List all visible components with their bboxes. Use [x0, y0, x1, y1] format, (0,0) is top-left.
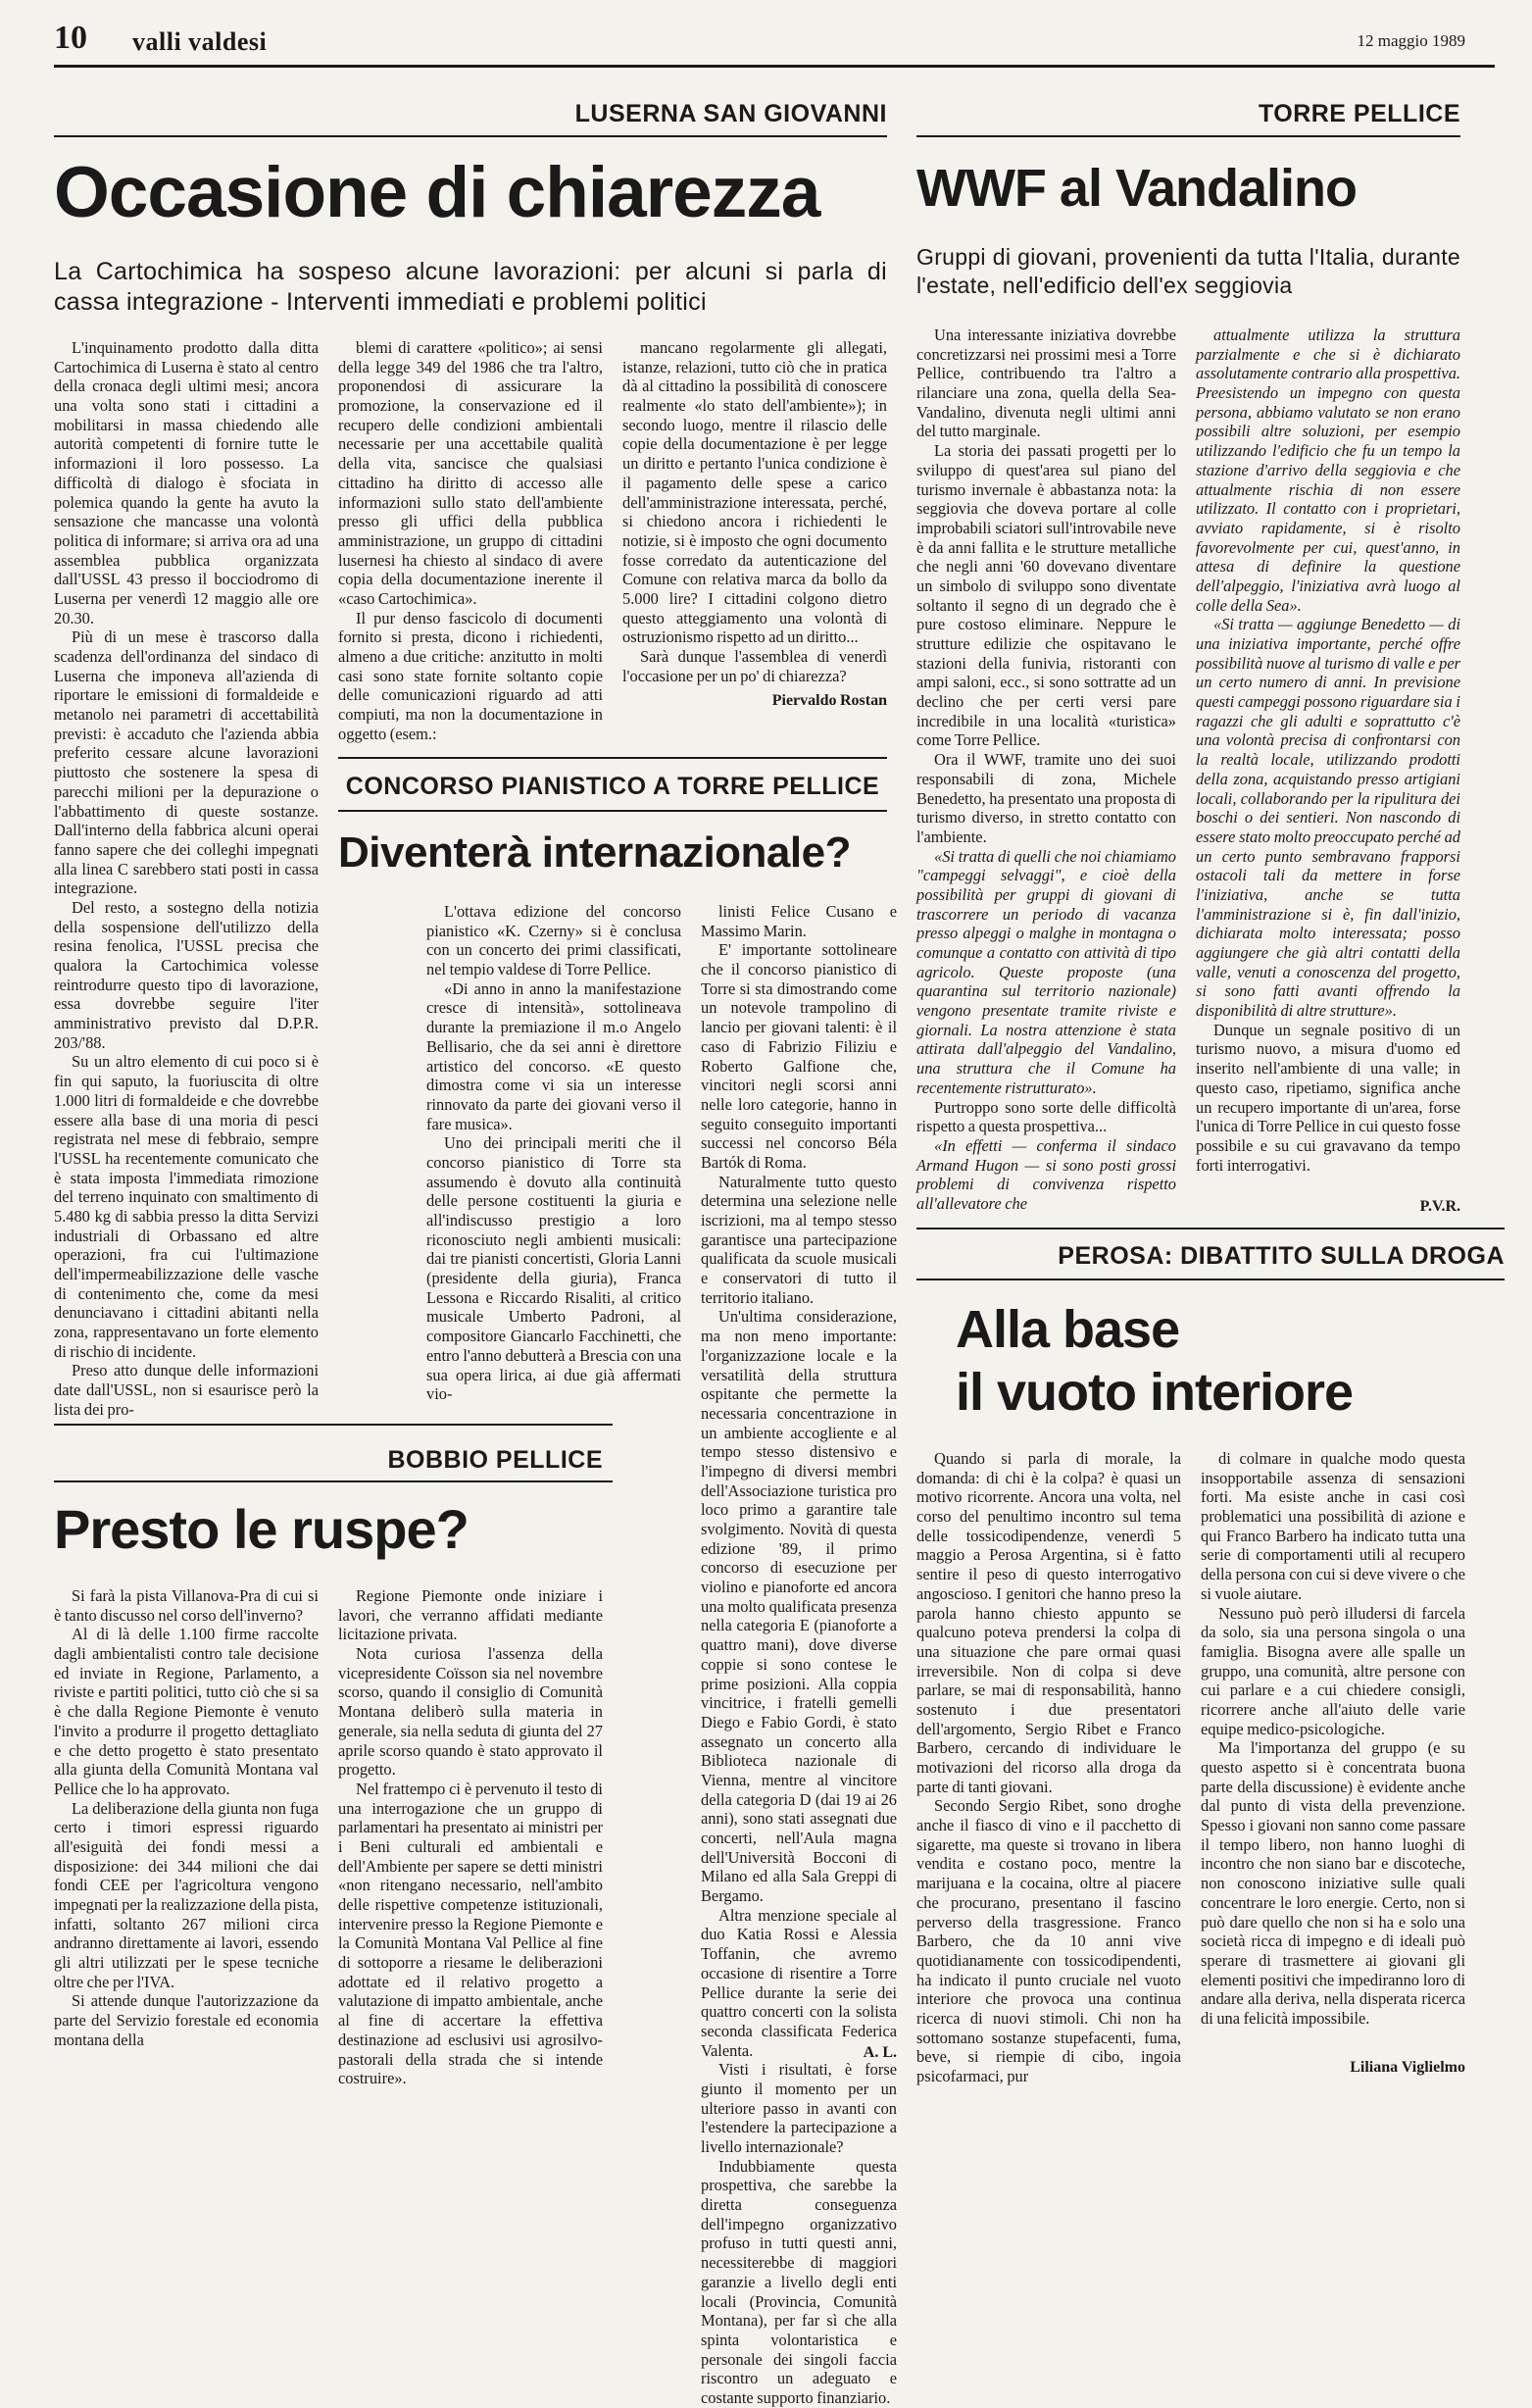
a2-headline: Diventerà internazionale? [338, 828, 851, 877]
a4-deck: Gruppi di giovani, provenienti da tutta l'Italia, durante l'estate, nell'edificio dell'ex seggiovia [916, 244, 1460, 298]
paragraph: di colmare in qualche modo questa insopportabile assenza di sensazioni forti. Ma esiste anche in casi così problematici una possibilità di azione e qui Franco Barbero ha indicato tutta una serie di comportamenti utili al recupero della persona con cui si deve vivere o che si vuole aiutare. [1201, 1449, 1465, 1603]
paragraph: Preso atto dunque delle informazioni date dall'USSL, non si esaurisce però la lista dei pro- [54, 1361, 319, 1419]
paragraph: Regione Piemonte onde iniziare i lavori, che verranno affidati mediante licitazione privata. [338, 1586, 603, 1644]
a4-kicker-rule [916, 135, 1460, 137]
a1-column-1 [54, 338, 319, 1419]
paragraph: E' importante sottolineare che il concorso pianistico di Torre si sta dimostrando come un notevole trampolino di lancio per giovani talenti: è il caso di Fabrizio Filiziu e Roberto Galfione che, vincitori negli scorsi anni nelle loro categorie, hanno in seguito conseguito importanti successi nel concorso Béla Bartók di Roma. [701, 940, 897, 1172]
a1-column-3 [622, 338, 887, 730]
a1-kicker-rule [54, 135, 887, 137]
paragraph: Ora il WWF, tramite uno dei suoi responsabili di zona, Michele Benedetto, ha presentato una proposta di turismo diverso, in stretto contatto con l'ambiente. [916, 750, 1176, 846]
paragraph: Visti i risultati, è forse giunto il momento per un ulteriore passo in avanti con l'estendere la partecipazione a livello internazionale? [701, 2060, 897, 2156]
a4-column-1 [916, 326, 1176, 1213]
paragraph: Su un altro elemento di cui poco si è fin qui saputo, la fuoriuscita di oltre 1.000 litri di formaldeide e che dovrebbe essere alla base di una moria di pesci registrata nel mese di febbraio, sempre l'USSL ha recentemente comunicato che è stata imposta l'immediata rimozione del terreno inquinato con smaltimento di 5.480 kg di sabbia presso la ditta Servizi industriali di Orbassano ed altre operazioni, fra cui l'ultimazione dell'impermeabilizzazione delle vasche di contenimento che, come da mesi denunciavano i cittadini abitanti nella zona, rappresentavano un forte elemento di rischio di incidente. [54, 1052, 319, 1361]
a5-column-1 [916, 1449, 1181, 2121]
paragraph: Quando si parla di morale, la domanda: di chi è la colpa? è quasi un motivo ricorrente. Ancora una volta, nel corso del penultimo incontro sul tema delle tossicodipendenze, venerdì 5 maggio a Perosa Argentina, si è fatto sentire il peso di questo interrogativo angoscioso. I genitori che hanno preso la parola hanno chiesto appunto se qualcuno poteva prendersi la colpa di una situazione che pare ormai quasi irreversibile. Non di colpa si deve parlare, se mai di responsabilità, hanno sostenuto i due presentatori dell'argomento, Sergio Ribet e Franco Barbero, cercando di individuare le motivazioni del ricorso alla droga da parte di tanti giovani. [916, 1449, 1181, 1796]
a2-kicker: CONCORSO PIANISTICO A TORRE PELLICE [345, 773, 880, 800]
paragraph: La storia dei passati progetti per lo sviluppo di quest'area sul piano del turismo invernale è abbastanza nota: la seggiovia che doveva portare al colle improbabili sciatori sull'introvabile neve è da anni fallita e le strutture metalliche che negli anni '60 dovevano diventare un simbolo di sviluppo sono diventate soltanto il segno di un degrado che è pure costoso eliminare. Neppure le strutture edilizie che ospitavano le stazioni della funivia, ristoranti con ampi saloni, ecc., si sono sottratte ad un declino che per certi versi pare incredibile in una località «turistica» come Torre Pellice. [916, 441, 1176, 750]
paragraph: Un'ultima considerazione, ma non meno importante: l'organizzazione locale e la versatilità della struttura ospitante che permette la necessaria concentrazione in un ambiente accogliente e al tempo stesso distensivo e l'impegno di diversi membri dell'Associazione turistica pro loco primo a garantire tale svolgimento. Novità di questa edizione '89, il primo concorso di esecuzione per violino e pianoforte ed ancora una molto qualificata presenza nella categoria E (pianoforte a quattro mani), dove diverse coppie si sono contese le prime posizioni. Alla coppia vincitrice, i fratelli gemelli Diego e Fabio Gordi, è stato assegnato un concerto alla Biblioteca nazionale di Vienna, mentre al vincitore della categoria D (dai 19 ai 26 anni), sono stati assegnati due concerti, nell'Aula magna dell'Università Bocconi di Milano ed alla Sala Greppi di Bergamo. [701, 1307, 897, 1906]
a4-signature: P.V.R. [1419, 1198, 1460, 1215]
a4-column-2 [1196, 326, 1460, 1188]
a3-kicker: BOBBIO PELLICE [387, 1446, 603, 1474]
a3-column-2 [338, 1586, 603, 2116]
paragraph: Del resto, a sostegno della notizia della sospensione dell'utilizzo della resina fenolica, l'USSL precisa che qualora la Cartochimica volesse reintrodurre questo tipo di lavorazione, essa dovrebbe seguire l'iter amministrativo previsto dal D.P.R. 203/'88. [54, 897, 319, 1052]
paragraph: Naturalmente tutto questo determina una selezione nelle iscrizioni, ma al tempo stesso garantisce una partecipazione qualificata da scuole musicali e conservatori di tutto il territorio italiano. [701, 1172, 897, 1307]
a2-signature: A. L. [863, 2044, 897, 2061]
a1-column-2 [338, 338, 603, 743]
paragraph: «Si tratta — aggiunge Benedetto — di una iniziativa importante, perché offre possibilità nuove al turismo di valle e per un certo numero di anni. In previsione questi campeggi possono riguardare sia i ragazzi che gli adulti e soprattutto c'è una volontà precisa di confrontarsi con la realtà locale, utilizzando prodotti della zona, acquistando presso artigiani locali, collaborando per la ripulitura dei boschi o dei sentieri. Non nascondo di essere stato molto preoccupato perché ad un certo punto sembravano frapporsi ostacoli tali da mettere in forse l'iniziativa, anche se tutta l'amministrazione si è, fin dall'inizio, dichiarata molto interessata; posso aggiungere che già altri contatti della valle, venuti a conoscenza del progetto, si sono fatti avanti offrendo la disponibilità di altre strutture». [1196, 615, 1460, 1021]
paragraph: blemi di carattere «politico»; ai sensi della legge 349 del 1986 che tra l'altro, proponendosi di assicurare la promozione, la conservazione ed il recupero delle condizioni ambientali necessarie per una accettabile qualità della vita, sancisce che qualsiasi cittadino ha diritto di accesso alle informazioni sullo stato dell'ambiente presso gli uffici della pubblica amministrazione, un gruppo di cittadini lusernesi ha chiesto al sindaco di avere copia della documentazione inerente il «caso Cartochimica». [338, 338, 603, 608]
a1-kicker: LUSERNA SAN GIOVANNI [574, 100, 887, 127]
issue-date: 12 maggio 1989 [1357, 31, 1465, 50]
a3-top-rule [54, 1424, 613, 1426]
paragraph: «Si tratta di quelli che noi chiamiamo "campeggi selvaggi", e cioè della possibilità per gruppi di giovani di trascorrere un periodo di vacanza presso alpeggi o malghe in montagna o comunque a contatto con attività di tipo agricolo. Queste proposte (una quarantina sul territorio nazionale) vengono presentate tramite riviste e giornali. La nostra attenzione è stata attirata dall'alpeggio del Vandalino, una struttura che il Comune ha recentemente ristrutturato». [916, 846, 1176, 1097]
a1-headline: Occasione di chiarezza [54, 153, 820, 232]
a3-column-1 [54, 1586, 319, 2116]
paragraph: Indubbiamente questa prospettiva, che sarebbe la diretta conseguenza dell'impegno organizzativo profuso in tutti questi anni, necessiterebbe di maggiori garanzie a livello degli enti locali (Provincia, Comunità Montana), per far sì che alla spinta volontaristica e personale dei singoli faccia riscontro un adeguato e costante supporto finanziario. [701, 2156, 897, 2407]
a5-kicker-rule [916, 1279, 1505, 1280]
paragraph: Sarà dunque l'assemblea di venerdì l'occasione per un po' di chiarezza? [622, 647, 887, 685]
paragraph: Una interessante iniziativa dovrebbe concretizzarsi nei prossimi mesi a Torre Pellice, contribuendo tra l'altro a rilanciare una zona, quella della Sea-Vandalino, divenuta negli ultimi anni del tutto marginale. [916, 326, 1176, 441]
a1-signature: Piervaldo Rostan [771, 692, 887, 710]
paragraph: Nel frattempo ci è pervenuto il testo di una interrogazione che un gruppo di parlamentari ha presentato ai ministri per i Beni culturali ed ambientali e dell'Ambiente per sapere se detti ministri «non ritengano necessario, nell'ambito delle rispettive competenze istituzionali, intervenire presso la Regione Piemonte e la Comunità Montana Val Pellice al fine di sottoporre a riesame le deliberazioni adottate ed il relativo progetto a valutazione di impatto ambientale, anche al fine di accertare la effettiva destinazione ad esclusivi usi agrosilvo-pastorali della strada che si intende costruire». [338, 1779, 603, 2088]
a4-headline: WWF al Vandalino [916, 159, 1358, 218]
paragraph: mancano regolarmente gli allegati, istanze, relazioni, tutto ciò che in pratica dà al cittadino la possibilità di conoscere realmente «lo stato dell'ambiente»); in secondo luogo, mentre il rilascio delle copie della documentazione è per legge un diritto e pertanto l'unica condizione è il pagamento delle spese a carico dell'amministrazione interessata, perché, si chiedono ancora i richiedenti le notizie, si è imposto che ogni documento fosse corredato da autenticazione del Comune con relativa marca da bollo da 5.000 lire? I cittadini colgono dietro questo atteggiamento una volontà di ostruzionismo rispetto ad un diritto... [622, 338, 887, 647]
a5-signature: Liliana Viglielmo [1350, 2059, 1465, 2076]
masthead [54, 18, 1465, 63]
a5-kicker: PEROSA: DIBATTITO SULLA DROGA [1058, 1242, 1505, 1270]
paragraph: Il pur denso fascicolo di documenti fornito si presta, dicono i richiedenti, almeno a due critiche: anzitutto in molti casi sono state fornite soltanto copie delle comunicazioni riguardo ad atti compiuti, ma non la documentazione in oggetto (esem.: [338, 608, 603, 743]
paragraph: Più di un mese è trascorso dalla scadenza dell'ordinanza del sindaco di Luserna che imponeva all'azienda di riportare le emissioni di formaldeide e metanolo nei parametri di accettabilità previsti: è accaduto che l'azienda abbia preferito cessare alcune lavorazioni piuttosto che sostenere la spesa di parecchi milioni per la depurazione o l'abbattimento di queste sostanze. Dall'interno della fabbrica alcuni operai fanno sapere che dei colleghi impegnati alla linea C sarebbero stati posti in cassa integrazione. [54, 627, 319, 898]
paragraph: Si attende dunque l'autorizzazione da parte del Servizio forestale ed economia montana della [54, 1991, 319, 2049]
a5-column-2 [1201, 1449, 1465, 2052]
paragraph: «In effetti — conferma il sindaco Armand Hugon — si sono posti grossi problemi di convivenza rispetto all'allevatore che [916, 1135, 1176, 1213]
paragraph: Secondo Sergio Ribet, sono droghe anche il fiasco di vino e il pacchetto di sigarette, ma queste si trovano in libera vendita e costano poco, mentre la marijuana e la cocaina, oltre al piacere che procurano, presentano il fascino perverso della trasgressione. Franco Barbero, che da 10 anni vive quotidianamente con tossicodipendenti, ha indicato il punto cruciale nel vuoto interiore che provoca una continua ricerca di nuovi stimoli. Chi non ha sottomano sostanze stupefacenti, fuma, beve, si riempie di cibo, ingoia psicofarmaci, pur [916, 1796, 1181, 2085]
a5-headline [956, 1299, 1505, 1424]
paragraph: attualmente utilizza la struttura parzialmente e che si è dichiarato assolutamente contrario alla prospettiva. Preesistendo un impegno con questa persona, abbiamo valutato se non erano possibili altre soluzioni, per esempio utilizzando l'edificio che fu un tempo la stazione d'arrivo della seggiovia e che attualmente rischia di non essere utilizzato. Il contatto con i proprietari, avviato rapidamente, si è risolto favorevolmente per cui, quest'anno, in attesa di definire la questione dell'alpeggio, l'iniziativa avrà luogo al colle della Sea». [1196, 326, 1460, 615]
paragraph: L'inquinamento prodotto dalla ditta Cartochimica di Luserna è stato al centro della cronaca degli ultimi mesi; ancora una volta sono stati i cittadini a mobilitarsi in massa chiedendo alle autorità competenti di fornire tutte le informazioni il loro possesso. La difficoltà di dialogo è sfociata in polemica quando la gente ha avuto la sensazione che mancasse una volontà politica di informare; si arriva ora ad una assemblea pubblica organizzata dall'USSL 43 presso il bocciodromo di Luserna per venerdì 12 maggio alle ore 20.30. [54, 338, 319, 627]
paragraph: Nessuno può però illudersi di farcela da solo, sia una persona singola o una famiglia. Bisogna avere alle spalle un gruppo, una comunità, altre persone con cui parlare e a cui chiedere consigli, ricorrere anche all'aiuto delle varie equipe medico-psicologiche. [1201, 1603, 1465, 1738]
a2-top-rule [338, 757, 887, 759]
a2-column-2 [701, 902, 897, 2407]
a5-top-rule [916, 1228, 1505, 1229]
paragraph: Purtroppo sono sorte delle difficoltà rispetto a questa prospettiva... [916, 1097, 1176, 1136]
a5-headline-line-1: Alla base [956, 1300, 1180, 1359]
paragraph: «Di anno in anno la manifestazione cresce di intensità», sottolineava durante la premiazione il m.o Angelo Bellisario, che da sei anni è direttore artistico del concorso. «E questo dimostra come vi sia un interesse rinnovato da parte dei giovani verso il fare musica». [426, 978, 681, 1133]
paragraph: Altra menzione speciale al duo Katia Rossi e Alessia Toffanin, che avremo occasione di risentire a Torre Pellice durante la serie dei quattro concerti con la solista seconda classificata Federica Valenta. [701, 1905, 897, 2060]
page-number: 10 [54, 20, 87, 56]
paragraph: Nota curiosa l'assenza della vicepresidente Coïsson sia nel novembre scorso, quando il consiglio di Comunità Montana deliberò sulla materia in generale, sia nella seduta di giunta del 27 aprile scorso quando è stato approvato il progetto. [338, 1644, 603, 1780]
a1-deck: La Cartochimica ha sospeso alcune lavorazioni: per alcuni si parla di cassa integrazione - Interventi immediati e problemi politici [54, 258, 887, 317]
a2-kicker-rule [338, 810, 887, 812]
a4-kicker: TORRE PELLICE [1258, 100, 1460, 127]
paragraph: Si farà la pista Villanova-Pra di cui si è tanto discusso nel corso dell'inverno? [54, 1586, 319, 1625]
a5-headline-line-2: il vuoto interiore [956, 1362, 1354, 1422]
masthead-rule [54, 65, 1495, 68]
paragraph: La deliberazione della giunta non fuga certo i timori espressi riguardo all'esiguità dei fondi messi a disposizione: dei 344 milioni che dai fondi CEE per l'agricoltura vengono impegnati per la realizzazione della pista, infatti, soltanto 267 milioni circa andranno direttamente ai lavori, essendo gli altri utilizzati per le spese tecniche oltre che per l'IVA. [54, 1798, 319, 1991]
paragraph: Ma l'importanza del gruppo (e su questo aspetto si è concentrata buona parte della discussione) è evidente anche dal punto di vista della prevenzione. Spesso i giovani non sanno come passare il tempo libero, non hanno luoghi di incontro che non siano bar e discoteche, non conoscono iniziative sulle quali concentrare le loro energie. Certo, non si può dare quello che non si ha e solo una società ricca di impegno e di ideali può sperare di trasmettere ai giovani gli elementi positivi che impediranno loro di andare alla deriva, nella disperata ricerca di una felicità impossibile. [1201, 1738, 1465, 2028]
paragraph: L'ottava edizione del concorso pianistico «K. Czerny» si è conclusa con un concerto dei primi classificati, nel tempio valdese di Torre Pellice. [426, 902, 681, 979]
a2-column-1 [426, 902, 681, 1412]
paragraph: Uno dei principali meriti che il concorso pianistico di Torre sta assumendo è dovuto alla continuità delle persone costituenti la giuria e all'indiscusso prestigio a loro riconosciuto negli ambienti musicali: dai tre pianisti concertisti, Gloria Lanni (presidente della giuria), Franca Lessona e Riccardo Risaliti, al critico musicale Umberto Padroni, al compositore Giancarlo Facchinetti, che entro l'anno debutterà a Brescia con una sua opera lirica, ai due già affermati vio- [426, 1133, 681, 1404]
a3-kicker-rule [54, 1480, 613, 1482]
paragraph: linisti Felice Cusano e Massimo Marin. [701, 902, 897, 940]
publication-name: valli valdesi [132, 27, 268, 56]
a3-headline: Presto le ruspe? [54, 1498, 469, 1560]
paragraph: Dunque un segnale positivo di un turismo nuovo, a misura d'uomo ed inserito nell'ambiente di una valle; in questo caso, ripetiamo, significa anche un recupero importante di un'area, forse l'unica di Torre Pellice in cui questo fosse possibile e su cui gravavano da tempo forti interrogativi. [1196, 1020, 1460, 1175]
paragraph: Al di là delle 1.100 firme raccolte dagli ambientalisti contro tale decisione ed inviate in Regione, Parlamento, a riviste e partiti politici, tutto ciò che si sa è che dalla Regione Piemonte è venuto l'invito a produrre il progetto dettagliato e che detto progetto è stato presentato alla giunta della Comunità Montana val Pellice che lo ha approvato. [54, 1625, 319, 1798]
